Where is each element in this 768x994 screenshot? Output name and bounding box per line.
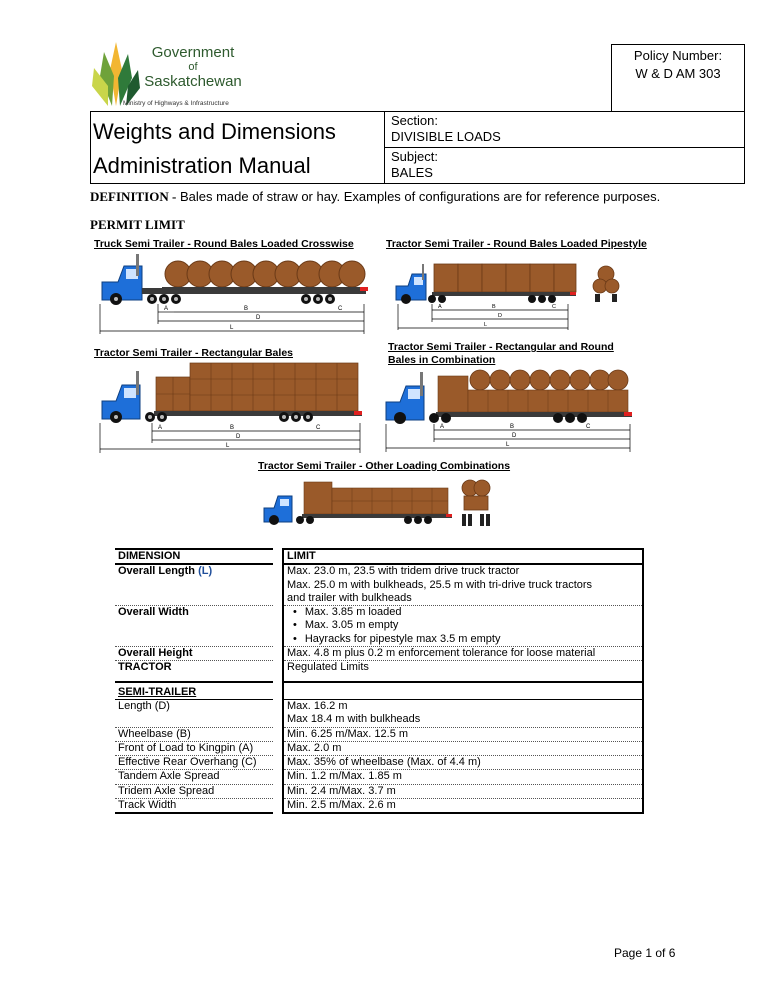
fig5-caption: Tractor Semi Trailer - Other Loading Combinations [258, 460, 511, 472]
row-length [115, 699, 643, 727]
fig4-caption-line2: Bales in Combination [388, 354, 496, 366]
subject-label: Subject: [391, 149, 438, 164]
fig2-tractor-round-bales-pipestyle [392, 258, 624, 334]
fig4-dim-b: B [510, 424, 515, 430]
fig4-dim-c: C [586, 424, 591, 430]
section-label: Section: [391, 113, 438, 128]
row-rear-overhang [115, 756, 643, 770]
tandem-label: Tandem Axle Spread [115, 770, 273, 784]
row-tridem [115, 784, 643, 798]
wheelbase-value: Min. 6.25 m/Max. 12.5 m [283, 727, 643, 741]
fig2-dim-c: C [552, 304, 556, 310]
fig5-tractor-other-loading-combinations [260, 476, 496, 532]
fig2-dim-a: A [438, 304, 442, 310]
manual-title-line2: Administration Manual [93, 153, 311, 178]
logo-line-saskatchewan: Saskatchewan [144, 73, 242, 90]
fig3-dim-l: L [226, 443, 230, 449]
row-tandem [115, 770, 643, 784]
row-wheelbase [115, 727, 643, 741]
subject-value: BALES [391, 165, 433, 180]
rear-overhang-value: Max. 35% of wheelbase (Max. of 4.4 m) [283, 756, 643, 770]
definition-text: Bales made of straw or hay. Examples of configurations are for reference purposes. [176, 189, 661, 204]
overall-length-label-text: Overall Length [118, 565, 199, 578]
manual-title-line1: Weights and Dimensions [93, 119, 336, 144]
fig2-dim-l: L [484, 322, 488, 328]
fig3-caption: Tractor Semi Trailer - Rectangular Bales [94, 347, 293, 359]
section-cell [385, 112, 744, 148]
fig4-dim-l: L [506, 442, 510, 448]
permit-limit-heading: PERMIT LIMIT [90, 217, 185, 232]
fig1-dim-d: D [256, 315, 261, 321]
length-line1: Max. 16.2 m [287, 699, 348, 712]
row-overall-width [115, 606, 643, 647]
policy-number-value: W & D AM 303 [635, 66, 721, 81]
row-front-of-load [115, 741, 643, 755]
overall-width-label: Overall Width [115, 606, 273, 647]
row-track-width [115, 799, 643, 814]
overall-length-label [115, 564, 273, 605]
overall-height-label: Overall Height [115, 647, 273, 661]
fig2-dim-d: D [498, 313, 502, 319]
fig1-dim-l: L [230, 325, 234, 331]
overall-length-symbol: (L) [198, 565, 213, 578]
header-dimension: DIMENSION [115, 549, 273, 564]
overall-length-line1: Max. 23.0 m, 23.5 with tridem drive truck tractor [287, 565, 520, 578]
overall-length-line2: Max. 25.0 m with bulkheads, 25.5 m with tri-drive truck tractors [287, 578, 593, 591]
logo-line-of: of [188, 61, 198, 73]
fig4-caption-line1: Tractor Semi Trailer - Rectangular and Round [388, 341, 614, 353]
overall-width-list [287, 606, 639, 646]
fig4-dim-d: D [512, 433, 517, 439]
limits-table [115, 548, 644, 814]
row-tractor [115, 661, 643, 682]
fig1-dim-c: C [338, 306, 343, 312]
fig1-dim-b: B [244, 306, 249, 312]
section-subject-cells [384, 112, 744, 183]
rear-overhang-label: Effective Rear Overhang (C) [115, 756, 273, 770]
policy-number-box [611, 44, 745, 111]
length-value [283, 699, 643, 727]
section-value: DIVISIBLE LOADS [391, 129, 501, 144]
tractor-label: TRACTOR [115, 661, 273, 682]
government-logo [86, 40, 246, 110]
logo-line-government: Government [151, 44, 235, 61]
overall-width-value [283, 606, 643, 647]
row-overall-height [115, 647, 643, 661]
manual-title [91, 112, 384, 183]
table-header-row [115, 549, 643, 564]
tractor-value: Regulated Limits [283, 661, 643, 682]
fig2-caption: Tractor Semi Trailer - Round Bales Loaded Pipestyle [386, 238, 647, 250]
fig4-dim-a: A [440, 424, 445, 430]
logo-ministry: Ministry of Highways & Infrastructure [123, 100, 229, 107]
header-limit: LIMIT [283, 549, 643, 564]
overall-width-item: • Max. 3.05 m empty [293, 619, 639, 632]
round-bales-row [165, 261, 365, 287]
overall-width-item: • Hayracks for pipestyle max 3.5 m empty [293, 633, 639, 646]
fig4-tractor-rectangular-round-combination [382, 368, 638, 458]
track-width-value: Min. 2.5 m/Max. 2.6 m [283, 799, 643, 814]
tandem-value: Min. 1.2 m/Max. 1.85 m [283, 770, 643, 784]
overall-width-item: • Max. 3.85 m loaded [293, 606, 639, 619]
overall-length-line3: and trailer with bulkheads [287, 591, 412, 604]
logo-wordmark [143, 44, 243, 90]
fig3-tractor-rectangular-bales [96, 361, 372, 457]
overall-height-value: Max. 4.8 m plus 0.2 m enforcement tolerance for loose material [283, 647, 643, 661]
title-block [90, 111, 745, 184]
subject-cell [385, 148, 744, 183]
fig1-truck-round-bales-crosswise [96, 252, 372, 340]
fig1-dim-a: A [164, 306, 169, 312]
policy-number-label: Policy Number: [633, 48, 723, 63]
row-overall-length [115, 564, 643, 605]
front-of-load-value: Max. 2.0 m [283, 741, 643, 755]
overall-length-value [283, 564, 643, 605]
tridem-label: Tridem Axle Spread [115, 784, 273, 798]
fig2-dim-b: B [492, 304, 496, 310]
length-line2: Max 18.4 m with bulkheads [287, 713, 421, 726]
fig3-dim-d: D [236, 434, 241, 440]
row-semi-trailer [115, 682, 643, 700]
length-label: Length (D) [115, 699, 273, 727]
wheelbase-label: Wheelbase (B) [115, 727, 273, 741]
definition [90, 189, 660, 205]
pipestyle-bales [434, 264, 576, 292]
fig3-dim-b: B [230, 425, 235, 431]
page-number: Page 1 of 6 [614, 946, 676, 960]
tridem-value: Min. 2.4 m/Max. 3.7 m [283, 784, 643, 798]
semi-trailer-label: SEMI-TRAILER [115, 682, 273, 700]
track-width-label: Track Width [115, 799, 273, 814]
front-of-load-label: Front of Load to Kingpin (A) [115, 741, 273, 755]
fig1-caption: Truck Semi Trailer - Round Bales Loaded Crosswise [94, 238, 354, 250]
definition-label: DEFINITION - [90, 189, 177, 204]
fig3-dim-a: A [158, 425, 163, 431]
fig3-dim-c: C [316, 425, 321, 431]
semi-trailer-value [283, 682, 643, 700]
